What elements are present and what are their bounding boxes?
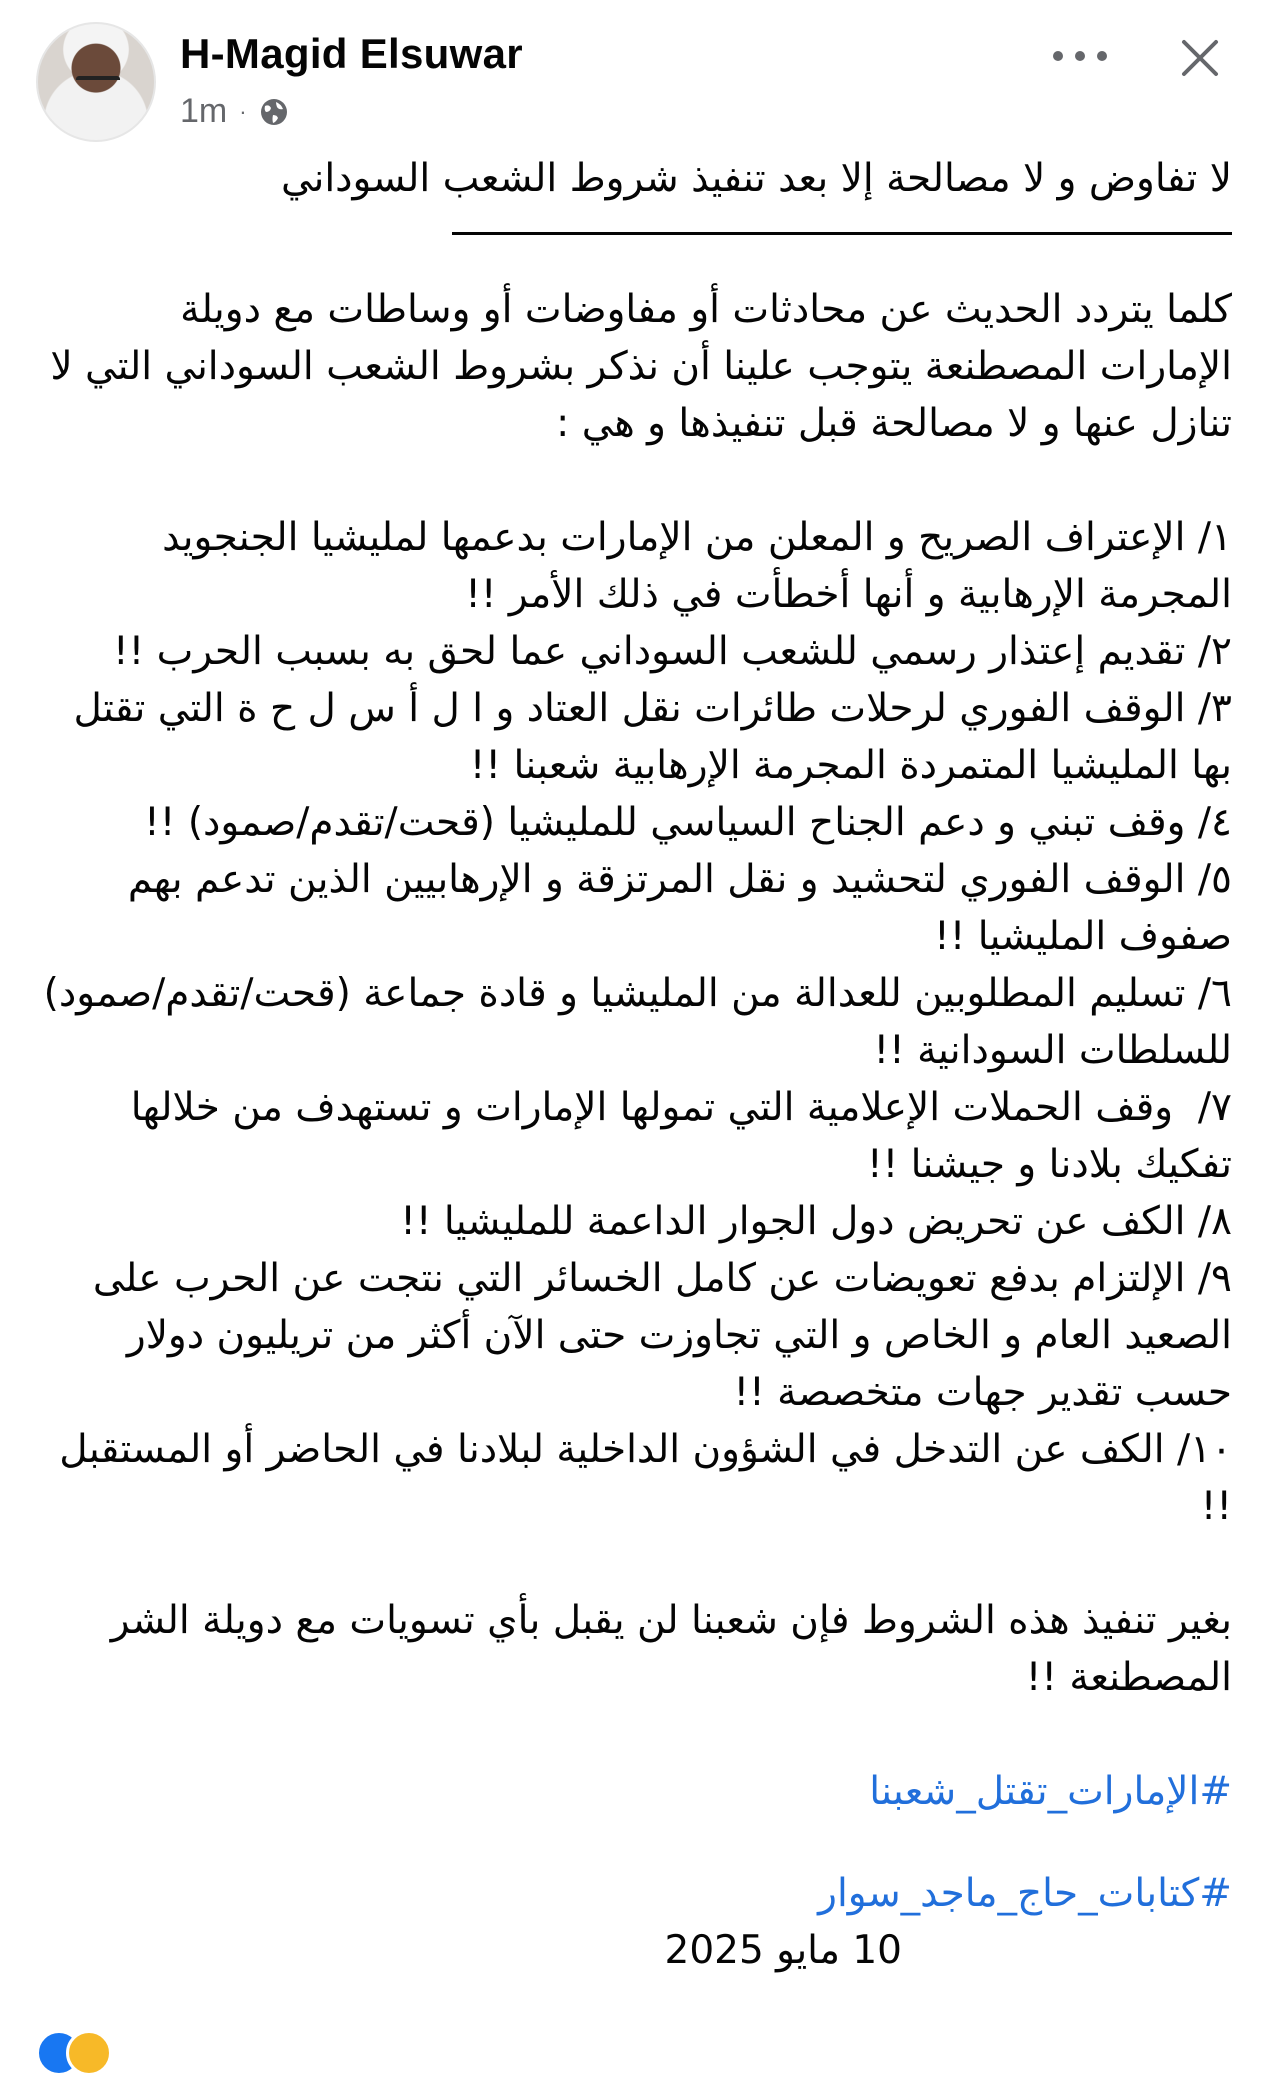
condition-item: ٥/ الوقف الفوري لتحشيد و نقل المرتزقة و الإرهابيين الذين تدعم بهم صفوف المليشيا !!: [115, 857, 1232, 959]
post-conclusion: بغير تنفيذ هذه الشروط فإن شعبنا لن يقبل بأي تسويات مع دويلة الشر المصطنعة !!: [98, 1598, 1232, 1700]
condition-item: ٣/ الوقف الفوري لرحلات طائرات نقل العتاد و ا ل أ س ل ح ة التي تقتل بها المليشيا المتمردة المجرمة الإرهابية شعبنا !!: [61, 686, 1232, 788]
condition-item: ٦/ تسليم المطلوبين للعدالة من المليشيا و قادة جماعة (قحت/تقدم/صمود) للسلطات السودانية !!: [31, 971, 1232, 1073]
condition-item: ٢/ تقديم إعتذار رسمي للشعب السوداني عما لحق به بسبب الحرب !!: [113, 629, 1232, 674]
hashtag-link[interactable]: #كتابات_حاج_ماجد_سوار: [818, 1871, 1232, 1916]
close-button[interactable]: [1168, 26, 1232, 90]
close-icon: [1180, 38, 1220, 78]
hashtag-link[interactable]: #الإمارات_تقتل_شعبنا: [869, 1769, 1232, 1814]
post-header: [0, 0, 1272, 160]
condition-item: ١/ الإعتراف الصريح و المعلن من الإمارات بدعمها لمليشيا الجنجويد المجرمة الإرهابية و أنها أخطأت في ذلك الأمر !!: [149, 515, 1232, 617]
more-options-button[interactable]: [1040, 30, 1120, 82]
post-title: لا تفاوض و لا مصالحة إلا بعد تنفيذ شروط الشعب السوداني: [280, 156, 1232, 201]
reactions-summary[interactable]: [36, 2030, 146, 2070]
conditions-list: [31, 509, 1232, 1535]
author-avatar[interactable]: [36, 22, 156, 142]
condition-item: ٩/ الإلتزام بدفع تعويضات عن كامل الخسائر التي نتجت عن الحرب على الصعيد العام و الخاص و التي تجاوزت حتى الآن أكثر من تريليون دولار حسب تقدير جهات متخصصة !!: [80, 1256, 1232, 1415]
post-date: 10 مايو 2025: [664, 1928, 902, 1973]
condition-item: ١٠/ الكف عن التدخل في الشؤون الداخلية لبلادنا في الحاضر أو المستقبل !!: [46, 1427, 1232, 1529]
author-name[interactable]: H-Magid Elsuwar: [180, 30, 523, 77]
meta-separator: ·: [239, 98, 247, 124]
avatar-glasses-detail: [76, 76, 120, 90]
condition-item: ٤/ وقف تبني و دعم الجناح السياسي للمليشيا (قحت/تقدم/صمود) !!: [144, 800, 1232, 845]
more-options-icon: [1050, 49, 1110, 63]
post-body: [31, 150, 1232, 1979]
post-timestamp[interactable]: 1m: [180, 92, 228, 130]
post-intro: كلما يتردد الحديث عن محادثات أو مفاوضات أو وساطات مع دويلة الإمارات المصطنعة يتوجب علينا أن نذكر بشروط الشعب السوداني التي لا تنازل عنها و لا مصالحة قبل تنفيذها و هي :: [38, 287, 1232, 446]
post-meta: [180, 92, 289, 131]
haha-reaction-icon: [66, 2030, 112, 2076]
globe-icon[interactable]: [259, 97, 289, 127]
condition-item: ٧/ وقف الحملات الإعلامية التي تمولها الإمارات و تستهدف من خلالها تفكيك بلادنا و جيشنا !!: [118, 1085, 1232, 1187]
condition-item: ٨/ الكف عن تحريض دول الجوار الداعمة للمليشيا !!: [400, 1199, 1232, 1244]
